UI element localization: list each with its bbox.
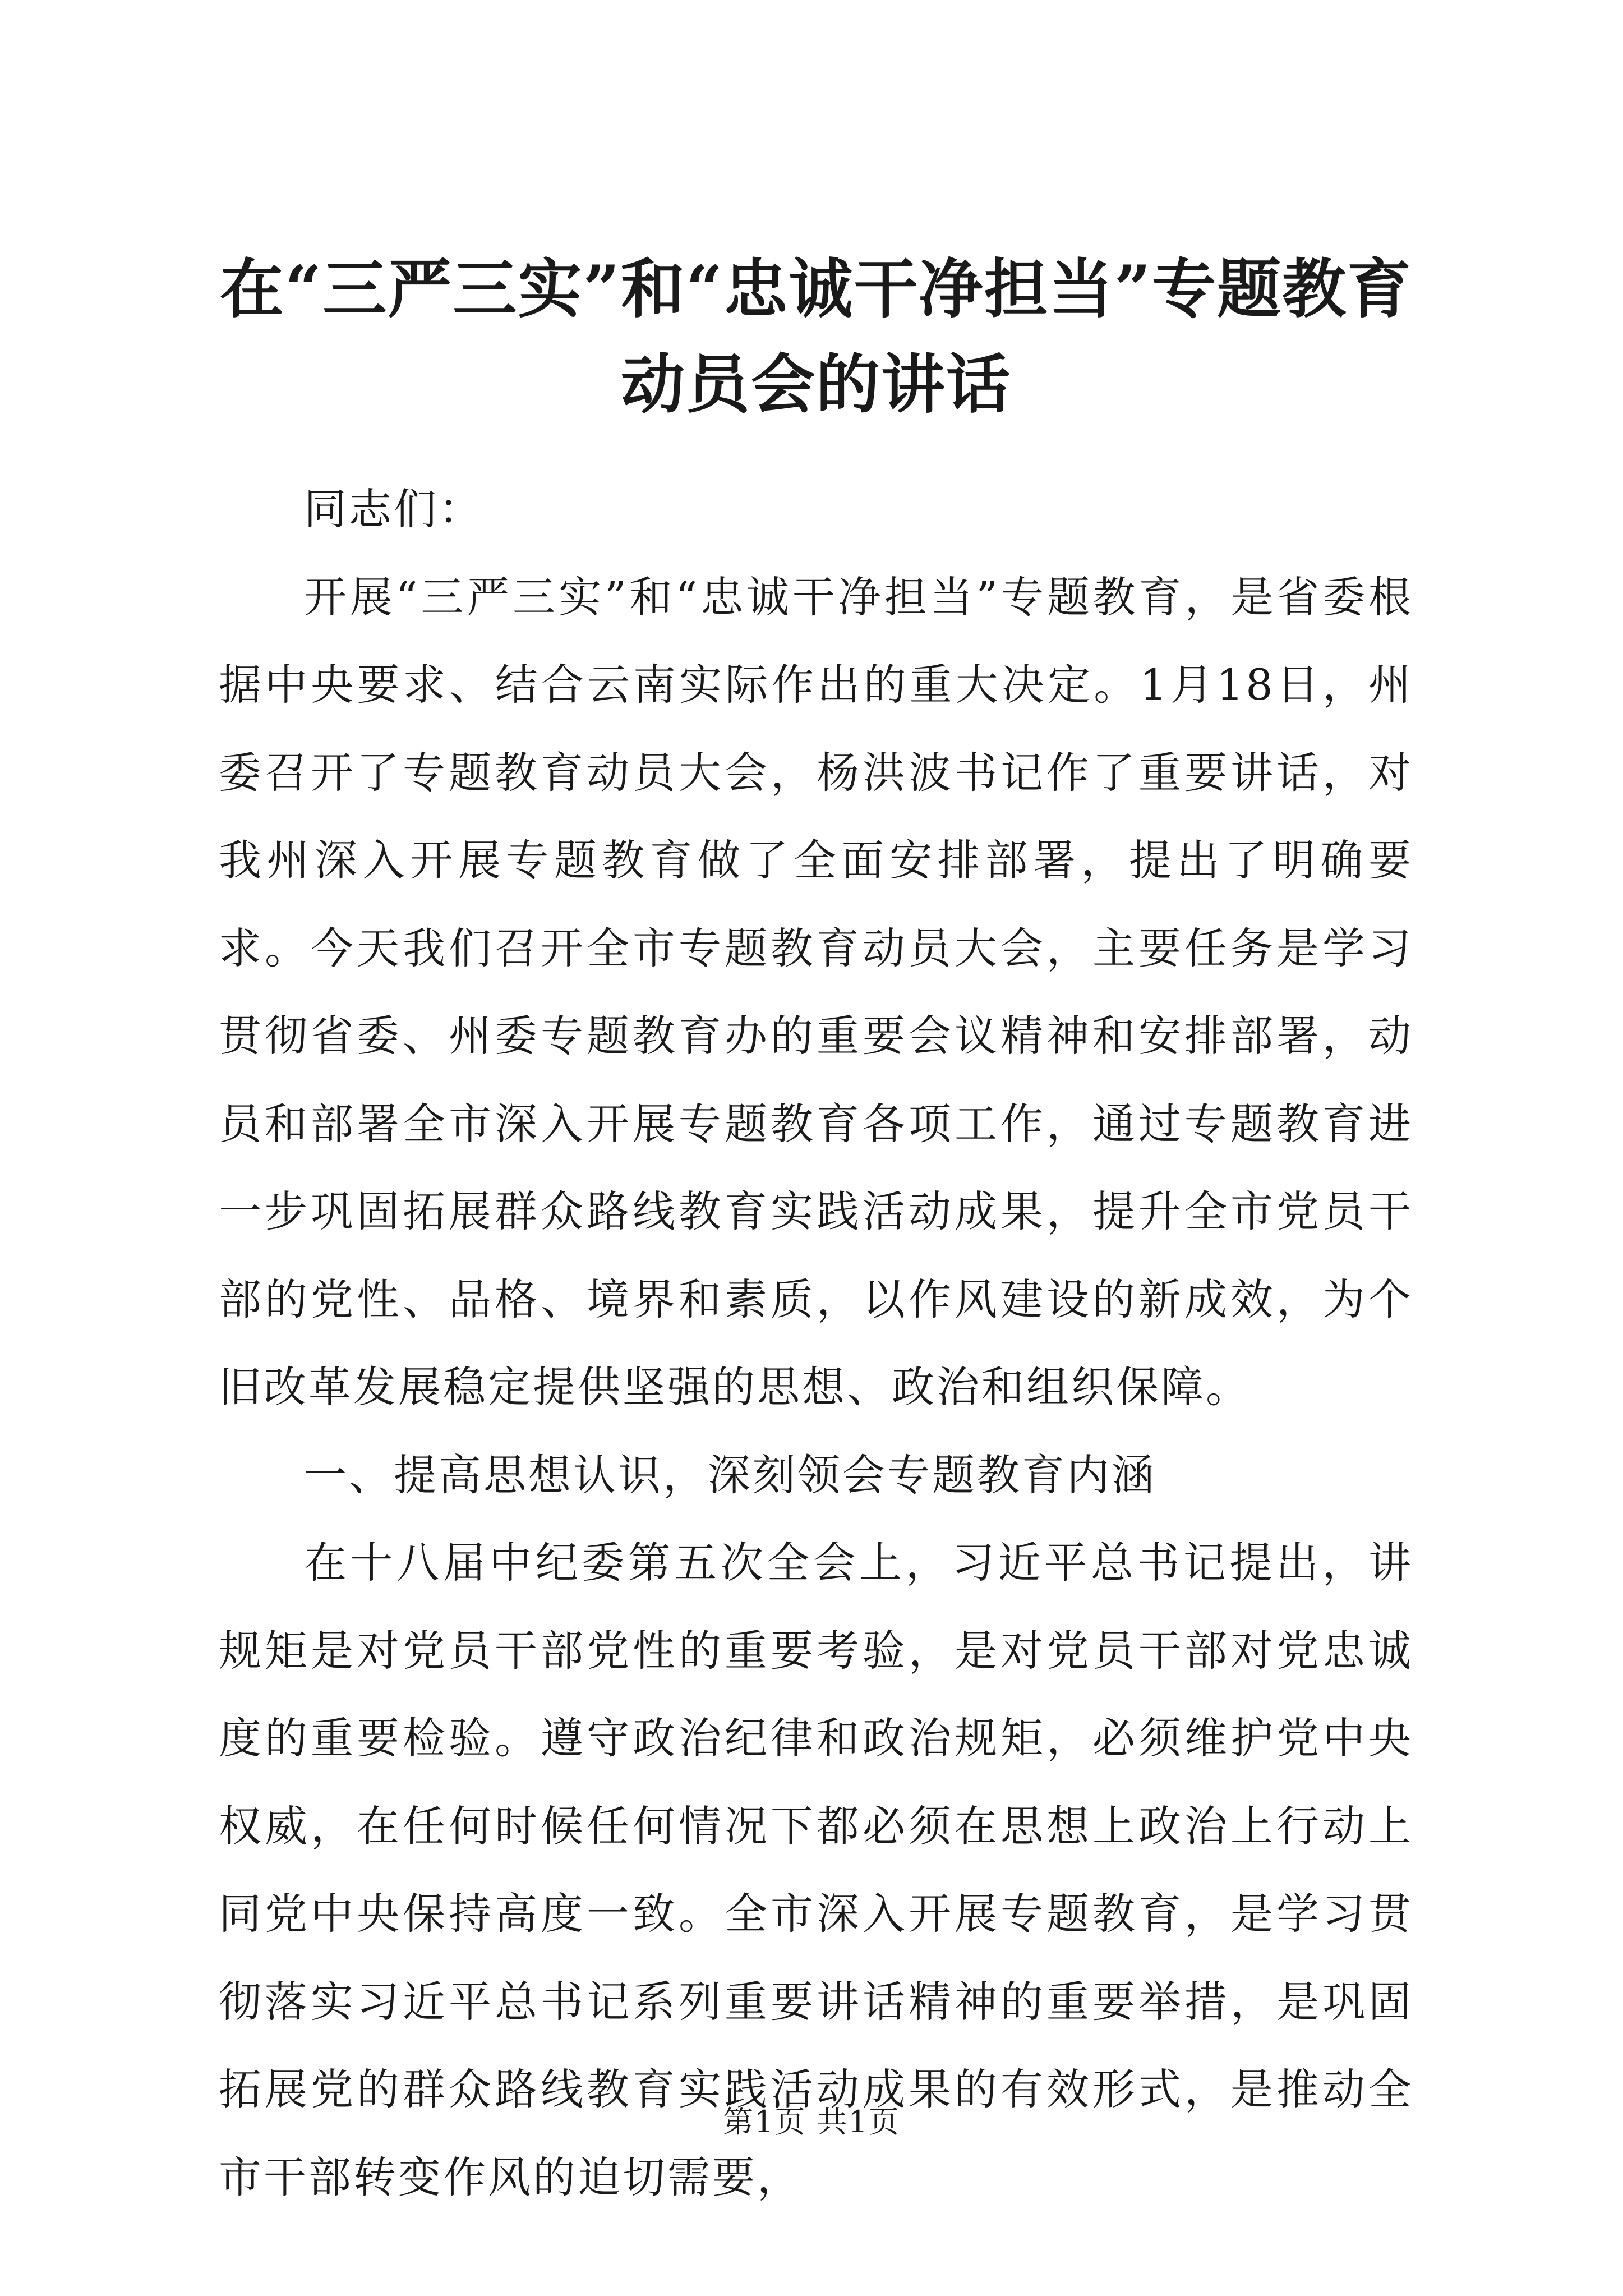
intro-paragraph: 开展“三严三实”和“忠诚干净担当”专题教育，是省委根据中央要求、结合云南实际作出的重大决定。1月18日，州委召开了专题教育动员大会，杨洪波书记作了重要讲话，对我州深入开展专题教育做了全面安排部署，提出了明确要求。今天我们召开全市专题教育动员大会，主要任务是学习贯彻省委、州委专题教育办的重要会议精神和安排部署，动员和部署全市深入开展专题教育各项工作，通过专题教育进一步巩固拓展群众路线教育实践活动成果，提升全市党员干部的党性、品格、境界和素质，以作风建设的新成效，为个旧改革发展稳定提供坚强的思想、政治和组织保障。 bbox=[219, 572, 1413, 1412]
title-line-2: 动员会的讲话 bbox=[620, 347, 1011, 422]
document-body bbox=[219, 466, 1413, 2221]
title-line-1: 在“三严三实”和“忠诚干净担当”专题教育 bbox=[219, 251, 1413, 326]
page-number-footer: 第1页 共1页 bbox=[723, 2104, 900, 2139]
salutation: 同志们： bbox=[304, 484, 483, 534]
document-title bbox=[213, 241, 1419, 432]
section-1-paragraph: 在十八届中纪委第五次全会上，习近平总书记提出，讲规矩是对党员干部党性的重要考验，是对党员干部对党忠诚度的重要检验。遵守政治纪律和政治规矩，必须维护党中央权威，在任何时候任何情况下都必须在思想上政治上行动上同党中央保持高度一致。全市深入开展专题教育，是学习贯彻落实习近平总书记系列重要讲话精神的重要举措，是巩固拓展党的群众路线教育实践活动成果的有效形式，是推动全市干部转变作风的迫切需要， bbox=[219, 1538, 1413, 2202]
section-heading-1: 一、提高思想认识，深刻领会专题教育内涵 bbox=[304, 1450, 1156, 1500]
